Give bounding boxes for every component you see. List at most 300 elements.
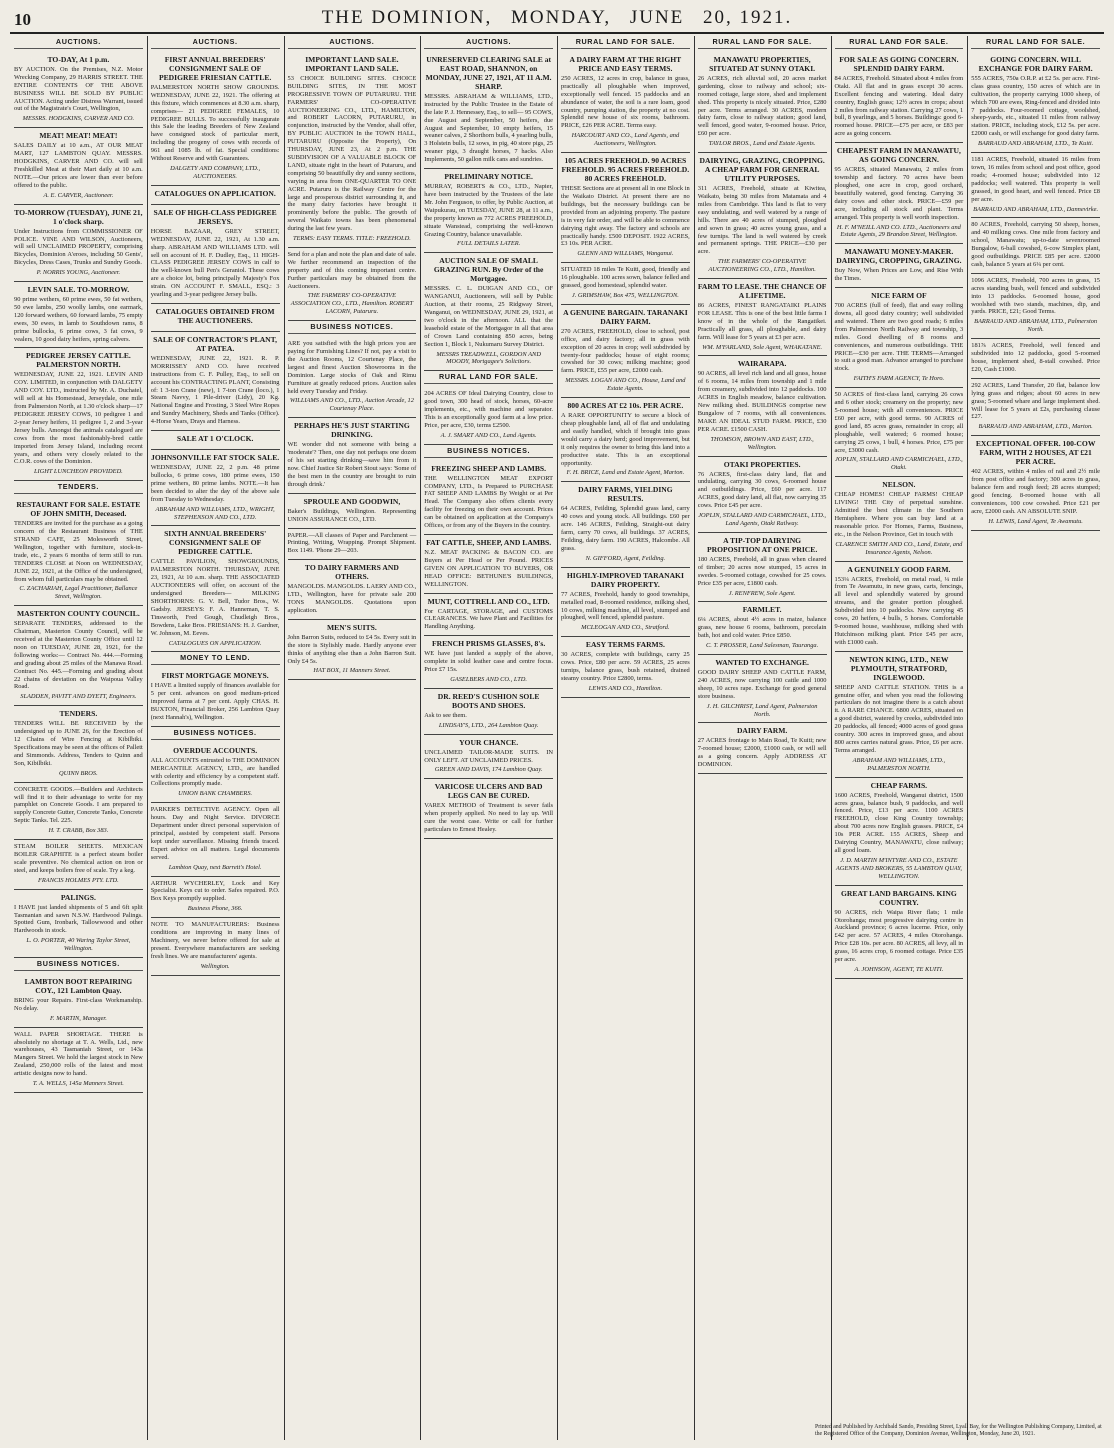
classified-ad [151, 803, 280, 876]
classified-ad [151, 877, 280, 919]
ad-body: 292 ACRES, Land Transfer, 20 flat, balance low lying grass and ridges; about 60 acres in new grass; 5-roomed whare and large implement shed. Will lease for 5 years at £2s, purchasing clause £27. [971, 381, 1100, 421]
section-heading: AUCTIONS. [14, 38, 143, 49]
ad-signature: A. JOHNSON, AGENT, TE KUITI. [854, 965, 944, 973]
ad-body: CONCRETE GOODS.—Builders and Architects will find it to their advantage to write for my pamphlet on Concrete Goods. I am prepared to supply Concrete Gutter, Concrete Tanks, Concrete Septic Tanks. Tel. 225. [14, 785, 143, 825]
classified-ad [151, 668, 280, 727]
classified-ad [971, 153, 1100, 218]
ad-heading: CHEAPEST FARM IN MANAWATU, AS GOING CONCERN. [836, 146, 961, 165]
ad-heading: SALE AT 1 O'CLOCK. [176, 434, 254, 444]
ad-heading: PRELIMINARY NOTICE. [444, 172, 533, 182]
ad-body: WE wonder did not someone with being a 'moderate'? Then, one day not perhaps one dozen of his set starting drinking—save him from it now. Chief Justice Sir Robert Stout says: 'Some of the best men in the country are brought to ruin through drink.' [287, 441, 417, 488]
ad-heading: GOING CONCERN. WILL EXCHANGE FOR DAIRY FARM. [978, 54, 1093, 73]
ad-signature: H. LEWIS, Land Agent, Te Awamutu. [988, 517, 1083, 525]
ad-heading: HIGHLY-IMPROVED TARANAKI DAIRY PROPERTY. [566, 570, 684, 589]
ad-signature: A. J. SMART AND CO., Land Agents. [440, 431, 537, 439]
ad-body: 26 ACRES, rich alluvial soil, 20 acres market gardening, close to railway and school; six-roomed cottage, large store, shed and implement shed. This property is nicely situated. Price, £280 per acre. Terms arranged. 30 ACRES, modern dairy farm, close to railway station; good land, well fenced, good water, 9-roomed house. Price, £60 per acre. [697, 74, 827, 138]
ad-body: WEDNESDAY, JUNE 22, 1921. LEVIN AND COY. LIMITED, in conjunction with DALGETY AND COY. LTD., instructed by Mr. A. Duchatel, will sell at his Homestead, Jerseydale, one mile from Palmerston North, at 1.30 o'clock sharp—17 PEDIGREE JERSEY COWS, 10 pedigree 1 and 2-year Jersey heifers, 11 pedigree 1, 2 and 3-year Jersey bulls. Amongst the animals catalogued are cows from the most fashionably-bred cattle imported from Jersey Island, including recent years, and others very closely related to the C.O.R. cows of the Dominion. [14, 371, 143, 466]
classified-ad [835, 886, 964, 979]
column-4 [421, 36, 556, 1440]
ad-body: 84 ACRES, Freehold. Situated about 4 miles from Otaki. All flat and in grass except 30 acres. Excellent fencing and watering. Ideal dairy country, English grass; 12½ acres in crops; about 2 miles from railway station. Carrying 27 cows, 1 bull, 8 yearlings, and 5 horses. Buildings: good 6-roomed house. PRICE—£75 per acre, or £83 per acre as going concern. [834, 74, 964, 138]
ad-heading: EXCEPTIONAL OFFER. 100-COW FARM, WITH 2 HOUSES, AT £21 PER ACRE. [975, 439, 1096, 467]
ad-signature: J. H. GILCHRIST, Land Agent, Palmerston North. [706, 702, 818, 718]
column-5 [558, 36, 693, 1440]
ad-body: I HAVE a limited supply of finances available for 5 per cent. advances on good medium-priced improved farms at 7 per cent. Apply CHAS. H. BUXTON, Financial Broker, 256 Lambton Quay (next Hannah's), Wellington. [150, 682, 280, 721]
ad-heading: OVERDUE ACCOUNTS. [173, 745, 258, 755]
paper-name: THE DOMINION, [321, 7, 493, 28]
column-3 [285, 36, 420, 1440]
classified-ad [971, 379, 1100, 436]
ad-body: WALL PAPER SHORTAGE. THERE is absolutely no shortage at T. A. Wells, Ltd., new warehouses, 43 Tasmaniah Street, or 143a Mangers Street. We hold the largest stock in New Zealand, 250,000 rolls of the latest and most artistic designs now to hand. [14, 1030, 143, 1078]
masthead-day: MONDAY, [511, 7, 612, 28]
section-heading: BUSINESS NOTICES. [424, 447, 553, 458]
section-heading: MONEY TO LEND. [151, 654, 280, 665]
ad-heading: EASY TERMS FARMS. [585, 640, 665, 650]
ad-heading: A TIP-TOP DAIRYING PROPOSITION AT ONE PRICE. [706, 535, 818, 554]
classified-ad [835, 288, 964, 388]
ad-body: THESE Sections are at present all in one Block in the Waikato District. At present there are no buildings, but the necessary buildings can be provided from an adjoining property. The pasture is in very fair order, and will be able to commence dairying right away. The factory and schools are practically handy. £500 DEPOSIT. 1922 ACRES, £3 10s. PER ACRE. [561, 185, 690, 248]
ad-heading: PERHAPS HE'S JUST STARTING DRINKING. [294, 421, 410, 440]
ad-body: N.Z. MEAT PACKING & BACON CO. are Buyers at Per Head or Per Pound. PRICES GIVEN ON APPLICATION TO BUYERS, OR HEAD OFFICE: BETHUNE'S BUILDINGS, WELLINGTON. [424, 548, 553, 588]
ad-signature: F. H. BRICE, Land and Estate Agent, Marton. [566, 469, 685, 477]
ad-body: 77 ACRES, Freehold, handy to good townships, metalled road, 8-roomed residence, milking shed, 10 cows, milking machine, all level, stumped and ploughed, well fenced, splendid pasture. [561, 590, 690, 622]
classified-ad [14, 606, 143, 706]
section-heading: AUCTIONS. [288, 38, 417, 49]
ad-signature: SLADDEN, PAVITT AND DYETT, Engineers. [20, 693, 137, 701]
ad-heading: CHEAP FARMS. [870, 780, 928, 790]
ad-signature: TERMS: EASY TERMS. TITLE: FREEHOLD. [292, 235, 411, 243]
ad-signature: TAYLOR BROS., Land and Estate Agents. [708, 140, 816, 148]
ad-heading: DAIRY FARMS, YIELDING RESULTS. [578, 485, 673, 504]
ad-signature: FAITH'S FARM AGENCY, Te Horo. [853, 375, 945, 383]
classified-ad [288, 418, 417, 493]
ad-signature: CLARENCE SMITH AND CO., Land, Estate, and Insurance Agents, Nelson. [835, 540, 963, 556]
ad-heading: IMPORTANT LAND SALE. IMPORTANT LAND SALE. [305, 54, 399, 73]
ad-body: MESSRS. ABRAHAM & WILLIAMS, LTD., instructed by the Public Trustee in the Estate of the late P. J. Hennessey, Esq., to sell— 95 COWS, due August and September, 50 heifers, due August and September, 10 empty heifers, 15 weaner calves, 2 Shorthorn bulls, 4 yearling bulls, 3 Holstein bulls, 12 sows, in pig, 40 store pigs, 25 weaner pigs, 3 draught horses, 7 hacks. Also Implements, 50 gallon milk cans and sundries. [424, 92, 553, 164]
ad-heading: FARMLET. [742, 605, 782, 615]
ad-body: 53 CHOICE BUILDING SITES. CHOICE BUILDING SITES, IN THE MOST PROGRESSIVE TOWN OF PUTARURU. THE FARMERS' CO-OPERATIVE AUCTIONEERING CO., LTD., HAMILTON, and ROBERT LACORN, PUTARURU, in conjunction, instructed by the Vendor, shall offer, BY PUBLIC AUCTION In the TOWN HALL, PUTARURU (Opposite the Property), On THURSDAY, JUNE 23, At 2 p.m. THE SUBDIVISION OF A VALUABLE BLOCK OF LAND, situate right in the heart of Putaruru, and comprising 50 beautifully dry and sunny sections, varying in area from ONE-QUARTER TO ONE ACRE. Putaruru is the Railway Centre for the large and prosperous district surrounding it, and the many dairy factories have brought it prominently before the public. The growth of several Waikato towns has been phenomenal during the last few years. [287, 74, 417, 233]
ad-signature: BARRAUD AND ABRAHAM, LTD., Palmerston North. [974, 318, 1098, 334]
section-heading: RURAL LAND FOR SALE. [424, 373, 553, 384]
ad-heading: 800 ACRES AT £2 10s. PER ACRE. [567, 401, 684, 411]
ad-body: WE have just landed a supply of the above, complete in solid leather case and centre focus. Price £7 15s. [424, 650, 553, 674]
printer-imprint: Printed and Published by Archibald Sando, Presiding Street, Lyall Bay, for the Wellington Publishing Company, Limited, at the Registered Office of the Company, Dominion Avenue, Wellington, Monday, June 20, 1921. [815, 1424, 1102, 1437]
ad-heading: TO-DAY, At 1 p.m. [47, 54, 110, 64]
ad-heading: NELSON. [882, 480, 916, 490]
classified-ad [14, 205, 143, 282]
ad-heading: GREAT LAND BARGAINS. KING COUNTRY. [840, 888, 957, 907]
ad-signature: L. O. PORTER, 40 Waring Taylor Street, Wellington. [26, 937, 131, 953]
classified-ad [151, 332, 280, 431]
ad-heading: SALE OF HIGH-CLASS PEDIGREE JERSEYS. [153, 207, 277, 226]
ad-signature: Business Phone, 366. [187, 905, 243, 913]
ad-body: Buy Now, When Prices are Low, and Rise With the Times. [834, 267, 964, 283]
classified-ad [14, 840, 143, 890]
ad-signature: MESSRS. LOGAN AND CO., House, Land and Estate Agents. [565, 377, 686, 393]
ad-heading: RESTAURANT FOR SALE. ESTATE OF JOHN SMITH, Deceased. [16, 500, 141, 519]
classified-ad [561, 568, 690, 638]
classified-ad [151, 450, 280, 526]
classified-ad [288, 494, 417, 529]
ad-body: BY AUCTION. On the Premises, N.Z. Motor Wrecking Company, 29 HARRIS STREET. THE ENTIRE CONTENTS OF THE ABOVE BUSINESS WILL BE SOLD BY PUBLIC AUCTION. Acting under Distress Warrant, issued out of the Magistrate's Court, Wellington, [14, 65, 143, 113]
ad-signature: JOPLIN, STALLARD AND CARMICHAEL, LTD., Otaki. [834, 456, 963, 472]
ad-signature: FRANCIS HOLMES PTY. LTD. [37, 876, 119, 884]
ad-body: PARKER'S DETECTIVE AGENCY. Open all hours. Day and Night Service. DIVORCE Department under direct personal supervision of principal, assisted by competent staff. Persons kept under surveillance. Missing friends traced. Expert advice on all matters. Legal documents served. [150, 806, 280, 861]
ad-body: MURRAY, ROBERTS & CO., LTD., Napier, have been instructed by the Trustees of the late Mr. John Ferguson, to offer, by Public Auction, at Waipukurau, on TUESDAY, JUNE 28, at 11 a.m., the property known as 772 ACRES FREEHOLD, situate Wanstead, comprising the well-known Grazing Country, balance unavailable. [424, 183, 553, 238]
masthead [10, 4, 1104, 34]
classified-ad [561, 263, 690, 305]
column-8 [968, 36, 1103, 1440]
ad-body: SHEEP AND CATTLE STATION. THIS is a genuine offer, and when you read the following particulars do not imagine there is a catch about it. A RARE CHANCE. 6800 ACRES, situated on a good district, watered by creeks, subdivided into 20 paddocks, all fenced; 4000 acres of good grass country. 300 acres in improved grass, and about 800 acres carries natural grass. Price, £6 per acre. Terms arranged. [834, 683, 964, 754]
ad-heading: MASTERTON COUNTY COUNCIL. [17, 609, 140, 619]
ad-body: 95 ACRES, situated Manawatu, 2 miles from township and factory. 70 acres have been ploughed, one acre in crop, good orchard, beautifully watered, good fencing. Carrying 36 dairy cows and other stock. PRICE—£59 per acre, including all stock and plant. Terms arranged. This property is well worth inspection. [834, 166, 964, 221]
ad-body: 270 ACRES, FREEHOLD, close to school, post office, and dairy factory; all in grass with exception of 20 acres in crop; well subdivided by twenty-four paddocks; house of eight rooms; cowshed for 30 cows; milking machine; good farm. PRICE, £55 per acre, £2000 cash. [561, 327, 690, 375]
ad-body: 250 ACRES, 12 acres in crop, balance in grass, practically all ploughable when improved, exceptionally well fenced. 15 paddocks and an abundance of water, the soil is a rare loam, good country, pumping station, the property at no cost. Splendid new house of six rooms, bathroom. PRICE, £26 PER ACRE. Terms easy. [561, 74, 690, 130]
classified-ad [151, 743, 280, 804]
classified-ad [698, 457, 827, 533]
ad-signature: THOMSON, BROWN AND EAST, LTD., Wellington. [710, 435, 814, 451]
ad-heading: FARM TO LEASE. THE CHANCE OF A LIFETIME. [697, 282, 827, 301]
ad-heading: LAMBTON BOOT REPAIRING COY., 121 Lambton Quay. [24, 976, 133, 995]
ad-body: CATTLE PAVILION, SHOWGROUNDS, PALMERSTON NORTH. THURSDAY, JUNE 23, 1921, At 10 a.m. sharp. THE ASSOCIATED AUCTIONEERS will offer, on account of the undersigned Breeders— MILKING SHORTHORNS: G. V. Bell, Tudor Bros., W. Gadsby. JERSEYS: F. A. Hanneman, T. S. Tinsworth, Fred Gough, Chudleigh Bros., Bowdens, Lake Bros. FRIESIANS: H. J. Gardner, W. Johnson, M. Eeves. [150, 558, 280, 637]
classified-ad [835, 143, 964, 244]
section-heading: RURAL LAND FOR SALE. [698, 38, 827, 49]
ad-signature: JOPLIN, STALLARD AND CARMICHAEL, LTD., Land Agents, Otaki Railway. [698, 512, 827, 527]
section-heading: BUSINESS NOTICES. [14, 960, 143, 971]
ad-heading: AUCTION SALE OF SMALL GRAZING RUN. By Order of the Mortgagee. [433, 256, 544, 284]
classified-ad [288, 620, 417, 681]
ad-heading: TENDERS. [59, 709, 98, 719]
ad-signature: Lambton Quay, next Barrett's Hotel. [168, 863, 262, 871]
classified-ad [151, 431, 280, 450]
ad-heading: MEN'S SUITS. [326, 622, 377, 632]
ad-body: 90 ACRES, all level rich land and all grass, house of 6 rooms, 14 miles from township and 1 mile from creamery, subdivided into 12 paddocks. 100 ACRES in English meadow, balance cultivation. New milking shed. BUILDINGS comprise new Bungalow of 7 rooms, with all conveniences. MAKE AN IDEAL STUD FARM. PRICE, £30 PER ACRE. £1500 CASH. [697, 370, 827, 433]
classified-ad [561, 482, 690, 567]
ad-body: ARE you satisfied with the high prices you are paying for Furnishing Lines? If not, pay a visit to the Auction Rooms, 12 Courtenay Place, the largest and finest Auction Showrooms in the Dominion. Large stocks of Oak and Rimu Furniture at greatly reduced prices. Auction sales held every Tuesday and Friday. [287, 340, 417, 395]
ad-heading: A GENUINELY GOOD FARM. [847, 564, 951, 574]
ad-heading: MEAT! MEAT! MEAT! [39, 131, 118, 141]
ad-body: SALES DAILY at 10 a.m., AT OUR MEAT MART, 127 LAMBTON QUAY. MESSRS. HODGKINS, CARVER AND CO. will sell Freshkilled Meat at their Mart daily at 10 a.m. NOTE.—Our prices are lower than ever before offered to the public. [14, 142, 143, 189]
classified-ad [971, 274, 1100, 339]
ad-signature: A. E. CARVER, Auctioneer. [43, 191, 114, 199]
ad-heading: JOHNSONVILLE FAT STOCK SALE. [151, 453, 280, 463]
ad-heading: SPROULE AND GOODWIN, [303, 496, 401, 506]
ad-signature: LEWIS AND CO., Hamilton. [588, 684, 663, 692]
ad-body: SEPARATE TENDERS, addressed to the Chairman, Masterton County Council, will be received at the Masterton County Office until 12 noon on TUESDAY, JUNE 28, 1921, for the following works:— Contract No. 444.—Forming and grading about 25 miles of the Manawa Road. Contract No. 445.—Forming and grading about 22 chains of deviation on the Waipoua Valley Road. [14, 620, 143, 691]
section-heading: AUCTIONS. [151, 38, 280, 49]
classified-ad [151, 186, 280, 205]
ad-body: 153¼ ACRES, Freehold, on metal road, ¼ mile from Te Awamutu, in new grass, carts, fencings, all level and splendidly watered by ground streams, and the greater portion ploughed. Subdivided into 10 paddocks. Now carrying 45 cows, 20 heifers, 4 bulls, 5 horses. Comfortable 9-roomed house, washhouse, milking shed with Hutchinson milking plant. Price £45 per acre, with £1000 cash. [834, 575, 964, 646]
ad-heading: 105 ACRES FREEHOLD. 90 ACRES FREEHOLD. 95 ACRES FREEHOLD. 80 ACRES FREEHOLD. [561, 156, 690, 184]
ad-heading: TO-MORROW (TUESDAY), JUNE 21, 1 o'clock sharp. [14, 207, 143, 226]
ad-body: 6¼ ACRES, about 4½ acres in maize, balance grass, new house 6 rooms, bathroom, porcelain bath, hot and cold water. Price £850. [697, 616, 827, 640]
ad-body: 555 ACRES, 750a O.R.P. at £2 5s. per acre. First-class grass country, 150 acres of which are in cultivation, the property carrying 1000 sheep, of which 700 are ewes, Ring-fenced and divided into 7 paddocks. Four-roomed cottage, woolshed, sheep-yards, etc., situated 11 miles from railway station. PRICE, including stock, £12 5s. per acre. £2000 cash, or will exchange for good dairy farm. [971, 74, 1100, 138]
ad-heading: CATALOGUES OBTAINED FROM THE AUCTIONEERS. [155, 306, 275, 325]
ad-heading: NICE FARM OF [871, 291, 927, 301]
section-heading: AUCTIONS. [424, 38, 553, 49]
masthead-month: JUNE [629, 7, 685, 28]
ad-signature: GASELBERS AND CO., LTD. [450, 675, 528, 683]
ad-body: 27 ACRES frontage to Main Road, Te Kuiti; new 7-roomed house; £2000, £1000 cash, or will sell as a going concern. Apply ADDRESS AT DOMINION. [697, 737, 827, 769]
classified-ad [698, 723, 827, 774]
ad-signature: T. A. WELLS, 145a Manners Street. [32, 1080, 124, 1088]
ad-body: 700 ACRES (full of feed), flat and easy rolling downs, all good dairy country; well subdivided and watered. There are two good roads; 6 miles from Palmerston North Railway and township, 3 miles. Good dwelling of 8 rooms and conveniences, and numerous outbuildings. THE PRICE—£30 per acre. THE TERMS—Arranged to suit a good man. Advance arranged to purchase stock. [834, 302, 964, 373]
ad-body: 90 ACRES, rich Waipa River flats; 1 mile Otorohanga; most progressive dairying centre in Auckland province; 6 acres lucerne. Price, only £42 per acre. 57 ACRES, 4 miles Otorohanga. Price £28 10s. per acre. 80 ACRES, all levy, all in grass, 16 acres crop, 6 roomed cottage. Price £35 per acre. [834, 908, 964, 964]
ad-signature: WM. M'FARLAND, Sole Agent, WHAKATANE. [702, 343, 823, 351]
classified-ad [835, 477, 964, 561]
ad-body: VAREX METHOD of Treatment is sever fails when properly applied. No need to lay up. Will cure the worst case. Write or call for further particulars to Ernest Healey. [424, 802, 553, 834]
ad-signature: MESSRS TREADWELL, GORDON AND MOODY, Mortgagee's Solicitors. [436, 350, 541, 366]
ad-heading: NEWTON KING, LTD., NEW PLYMOUTH, STRATFORD, INGLEWOOD. [849, 654, 949, 682]
ad-body: I HAVE just landed shipments of 5 and 6ft split Tasmanian and sawn N.S.W. Hardwood Palings. Spotted Gum, Ironbark, Tallowwood and other Hardwoods in stock. [14, 903, 143, 935]
classified-ad [698, 52, 827, 153]
classified-ad [971, 52, 1100, 153]
ad-signature: MCLEOGAN AND CO., Stratford. [581, 624, 670, 632]
classified-ad [14, 52, 143, 128]
ad-body: 204 ACRES OF Ideal Dairying Country, close to good town, 300 head of stock, horses, 60-acre implements, etc., with machine and separator. This is an exceptionally good farm at a low price. Price, per acre, £30, terms £2500. [424, 390, 553, 429]
classified-ad [151, 918, 280, 975]
classified-ad [561, 398, 690, 482]
ad-heading: WANTED TO EXCHANGE. [715, 658, 809, 668]
classified-ad [698, 602, 827, 655]
classified-ad [971, 339, 1100, 379]
ad-heading: A GENUINE BARGAIN. TARANAKI DAIRY FARM. [563, 307, 688, 326]
ad-heading: YOUR CHANCE. [459, 737, 519, 747]
classified-ad [424, 461, 553, 535]
masthead-date: 20, 1921. [703, 7, 793, 28]
section-heading: BUSINESS NOTICES. [288, 323, 417, 334]
ad-body: 30 ACRES, complete with buildings, carry 25 cows. Price, £80 per acre. 59 ACRES, 25 acres turnips, balance grass, bush retained, drained steamy country. Price £2800, terms. [561, 651, 690, 682]
classified-ad [698, 356, 827, 456]
ad-heading: DAIRYING, GRAZING, CROPPING. A CHEAP FARM FOR GENERAL UTILITY PURPOSES. [699, 156, 825, 184]
ad-body: MANGOLDS. MANGOLDS. LAERY AND CO., LTD., Wellington, have for private sale 200 TONS MANGOLDS. Quotations upon application. [287, 583, 417, 614]
ad-heading: VARICOSE ULCERS AND BAD LEGS CAN BE CURED. [434, 782, 543, 801]
ad-heading: MUNT, COTTRELL AND CO., LTD. [427, 596, 550, 606]
ad-body: 86 ACRES, FINEST RANGATAIKI PLAINS FOR LEASE. This is one of the best little farms I know of in the whole of the Rangatikei. Practically all grass, all ploughable, and dairy farm. Will lease for 5 years at £3 per acre. [697, 302, 827, 341]
ad-signature: THE FARMERS' CO-OPERATIVE AUCTIONEERING CO., LTD., Hamilton. [708, 258, 816, 274]
ad-heading: FIRST MORTGAGE MONEYS. [161, 671, 269, 681]
ad-body: 402 ACRES, within 4 miles of rail and 2½ mile from post office and factory; 300 acres in grass, balance fern and rough feed; 28 acres stumped; good fencing. 8-roomed house with all conveniences, 100 cow cowshed. Price £21 per acre, £2000 cash. AN ABSOLUTE SNIP. [971, 468, 1100, 515]
classified-ad [698, 533, 827, 603]
ad-body: 181⅞ ACRES, Freehold, well fenced and subdivided into 12 paddocks, good 5-roomed house, implement shed, 8-stall cowshed. Price £20, Cash £1000. [971, 342, 1100, 373]
ad-heading: WAIRARAPA. [737, 359, 787, 369]
ad-heading: MANAWATU MONEY-MAKER. DAIRYING, CROPPING, GRAZING. [836, 247, 962, 266]
ad-body: SITUATED 18 miles Te Kuiti, good, friendly and 16 ploughable. 100 acres sown, balance felled and grassed, good homestead, splendid water. [561, 266, 690, 290]
ad-signature: BARRAUD AND ABRAHAM, LTD., Dannevirke. [973, 205, 1099, 213]
ad-heading: DAIRY FARM. [736, 726, 788, 736]
ad-signature: GLENN AND WILLIAMS, Wanganui. [577, 250, 674, 258]
ad-heading: CATALOGUES ON APPLICATION. [154, 188, 276, 198]
classified-ad [14, 974, 143, 1028]
ad-body: 76 ACRES, first-class dairy land, flat and undulating, carrying 30 cows, 6-roomed house and outbuildings. Price, £60 per acre. 117 ACRES, good dairy land, all flat, now carrying 35 cows. Price £45 per acre. [697, 470, 827, 510]
ad-body: 1181 ACRES, Freehold, situated 16 miles from town, 16 miles from school and post office, good roads; 4-roomed house; subdivided into 12 paddocks; well watered. This property is well grassed, in good heart, and well fenced. Price £8 per acre. [971, 156, 1100, 203]
ad-signature: BARRAUD AND ABRAHAM, LTD., Marton. [978, 423, 1093, 431]
classified-ad [151, 304, 280, 332]
ad-body: Baker's Buildings, Wellington. Representing UNION ASSURANCE CO., LTD. [287, 507, 417, 523]
classified-ad [14, 783, 143, 840]
ad-body: MESSRS. C. L. DUIGAN AND CO., OF WANGANUI, Auctioneers, will sell by Public Auction, at their rooms, 25 Ridgway Street, Wanganui, on WEDNESDAY, JUNE 29, 1921, at two o'clock in the afternoon. ALL that the leasehold estate of the Mortgagor in all that area of Crown Land containing 850 acres, being Section 1, Block 1, Nukumaru Survey District. [424, 285, 553, 348]
ad-signature: UNION BANK CHAMBERS. [178, 790, 253, 798]
classified-ad [424, 253, 553, 371]
ad-signature: ABRAHAM AND WILLIAMS, LTD., PALMERSTON NORTH. [852, 756, 946, 772]
ad-signature: HARCOURT AND CO., Land Agents, and Auctioneers, Wellington. [571, 132, 680, 148]
classified-ad [151, 526, 280, 652]
classified-ad [835, 388, 964, 477]
ad-body: John Barron Suits, reduced to £4 5s. Every suit in the store is Stylishly made. Hardly anyone ever thinks of anything else than a John Barron Suit. Only £4 5s. [287, 633, 417, 665]
ad-body: THE WELLINGTON MEAT EXPORT COMPANY, LTD., Is Prepared to PURCHASE FAT SHEEP AND LAMBS By Weight or at Per Head. The Company also offers clients every facility for freezing on their own account. Prices can be obtained on application at the Company's Offices, or from any of the Buyers in the country. [424, 474, 553, 530]
classified-ad [424, 52, 553, 169]
ad-heading: OTAKI PROPERTIES. [723, 459, 801, 469]
classified-ad [424, 779, 553, 839]
ad-signature: MESSRS. HODGKINS, CARVER AND CO. [22, 115, 135, 123]
ad-heading: LEVIN SALE. TO-MORROW. [27, 285, 130, 295]
ad-body: ARTHUR WYCHERLEY, Lock and Key Specialist. Keys cut to order. Safes repaired. P.O. Box Keys promptly supplied. [150, 879, 280, 903]
ad-signature: DALGETY AND COMPANY, LTD., AUCTIONEERS. [170, 164, 261, 180]
classified-ad [14, 706, 143, 782]
classified-ad [424, 594, 553, 637]
classified-ad [14, 348, 143, 481]
ad-body: Send for a plan and note the plan and date of sale. We further recommend an inspection of the property and of this coming important centre. Further particulars may be obtained from the Auctioneers. [287, 250, 417, 290]
classified-ad [835, 244, 964, 288]
classified-ad [835, 652, 964, 778]
ad-heading: PALINGS. [60, 892, 96, 902]
classified-ad [698, 279, 827, 356]
section-heading: RURAL LAND FOR SALE. [835, 38, 964, 49]
classified-ad [424, 735, 553, 780]
ad-signature: WILLIAMS AND CO., LTD., Auction Arcade, 12 Courtenay Place. [289, 397, 414, 413]
ad-body: HORSE BAZAAR, GREY STREET, WEDNESDAY, JUNE 22, 1921, At 1.30 a.m. sharp. ABRAHAM AND WILLIAMS LTD. will sell on account of H. F. Dudley, Esq., 11 HIGH-CLASS PEDIGREE JERSEY COWS in calf to the well-known bull Pen's Geraniol. These cows are a choice lot, being principally Majesty's Fox strain. ON ACCOUNT F. SMALL, ESQ.: 3 yearling and 3-year pedigree Jersey bulls. [150, 227, 280, 299]
ad-heading: A DAIRY FARM AT THE RIGHT PRICE AND EASY TERMS. [569, 54, 682, 73]
ad-heading: PEDIGREE JERSEY CATTLE. PALMERSTON NORTH. [25, 351, 131, 370]
classified-ad [835, 778, 964, 886]
ad-heading: UNRESERVED CLEARING SALE at EAST ROAD, SHANNON, on MONDAY, JUNE 27, 1921, AT 11 A.M. SHARP. [425, 54, 552, 91]
ad-signature: N. GIFFORD, Agent, Feilding. [585, 554, 666, 562]
classified-ad [288, 529, 417, 561]
ad-body: 64 ACRES, Feilding, Splendid grass land, carry 40 cows and young stock. All buildings. £60 per acre. 146 ACRES, Feilding, Straight-out dairy farm, carry 70 cows, all buildings. 37 ACRES, Feilding, dairy farm. 190 ACRES, Halcombe. All grass. [561, 505, 690, 552]
page-number: 10 [14, 10, 31, 29]
classified-ad [424, 535, 553, 594]
ad-signature: THE FARMERS' CO-OPERATIVE ASSOCIATION CO., LTD., Hamilton. ROBERT LACORN, Putaruru. [290, 292, 414, 316]
classified-ad [151, 205, 280, 304]
ad-heading: FREEZING SHEEP AND LAMBS. [431, 463, 547, 473]
ad-body: ALL ACCOUNTS entrusted to THE DOMINION MERCANTILE AGENCY, LTD., are handled with celerity and efficiency by a competent staff. Collections promptly made. [150, 756, 280, 788]
ad-signature: J. RENFREW, Sole Agent. [728, 589, 796, 597]
classified-ad [698, 655, 827, 723]
column-1 [11, 36, 146, 1440]
ad-signature: J. GRIMSHAW, Box 475, WELLINGTON. [571, 291, 679, 299]
ad-signature: H. F. M'NEILL AND CO. LTD., Auctioneers and Estate Agents, 29 Brandon Street, Wellington. [836, 223, 961, 239]
section-heading: RURAL LAND FOR SALE. [561, 38, 690, 49]
ad-body: PAPER.—All classes of Paper and Parchment — Printing, Writing, Wrapping. Prompt Shipment. Box 1149. 'Phone 29—203. [287, 531, 417, 555]
section-heading: RURAL LAND FOR SALE. [971, 38, 1100, 49]
ad-body: A RARE OPPORTUNITY to secure a block of cheap ploughable land, all of flat and undulating and easily handled, which if brought into grass would carry a dairy herd; good improvement, but it only requires the owner to bring this land into a productive state. This is an exceptional opportunity. [561, 412, 690, 467]
classified-ad [835, 562, 964, 652]
classified-ad [288, 248, 417, 321]
ad-signature: J. D. MARTIN M'INTYRE AND CO., ESTATE AGENTS AND BROKERS, 55 LAMBTON QUAY, WELLINGTON. [835, 856, 962, 880]
ad-heading: FAT CATTLE, SHEEP, AND LAMBS. [426, 537, 552, 547]
ad-body: UNCLAIMED TAILOR-MADE SUITS. IN ONLY LEFT. AT UNCLAIMED PRICES. [424, 748, 553, 764]
classified-ad [971, 436, 1100, 530]
classified-ad [288, 337, 417, 418]
ad-signature: LINDSAY'S, LTD., 264 Lambton Quay. [438, 721, 539, 729]
ad-heading: FIRST ANNUAL BREEDERS' CONSIGNMENT SALE OF PEDIGREE FRIESIAN CATTLE. [158, 54, 272, 82]
ad-body: BRING your Repairs. First-class Workmanship. No delay. [14, 996, 143, 1012]
ad-body: NOTE TO MANUFACTURERS: Business conditions are improving in many lines of Machinery, we never before offered for sale at present. Everywhere manufacturers are seeking fresh lines. We are manufacturers' agents. [150, 921, 280, 960]
ad-heading: DR. REED'S CUSHION SOLE BOOTS AND SHOES. [437, 691, 540, 710]
ad-body: 1096 ACRES, Freehold, 700 acres in grass, 15 acres standing bush, well fenced and subdivided into 13 paddocks. 6-roomed house, good woolshed with two stands, machines, dip, and yards. PRICE, £21; Good Terms. [971, 276, 1100, 316]
ad-heading: TO DAIRY FARMERS AND OTHERS. [304, 563, 399, 582]
column-6 [695, 36, 830, 1440]
ad-signature: Wellington. [200, 962, 230, 970]
classified-ad [288, 52, 417, 248]
ad-heading: SALE OF CONTRACTOR'S PLANT, AT PATEA. [153, 334, 278, 353]
masthead-title [10, 7, 1104, 29]
classified-ad [424, 169, 553, 253]
ad-body: WEDNESDAY, JUNE 22, 1921. R. P. MORRISSEY AND CO. have received instructions from C. F. Pulley, Esq., to sell on account his CONTRACTING PLANT, Consisting of: 1 3-ton Crane (new), 1 7-ton Crane (loco.), 1 Steam Navvy, 1 Pile-driver (Lidy), 20 Kg. National Engine and Frosting, 3 Steel Wire Ropes and Sundry Machinery, Sheds and Tanks (Office). 4-Horse Years, Drays and Harness. [150, 354, 280, 426]
ad-signature: C. T. PROSSER, Land Salesman, Tauranga. [706, 642, 819, 650]
ad-body: TENDERS WILL BE RECEIVED by the undersigned up to JUNE 26, for the Erection of 12 Chains of Wire Fencing at Kibilbiki. Specifications may be seen at the offices of Pallett and Simmonds. Address, Tenders to Quinn and Son, Kibilbiki. [14, 720, 143, 767]
ad-body: 90 prime wethers, 60 prime ewes, 50 fat wethers, 50 ewe lambs, 250 woolly lambs, one earmark, 120 forward wethers, 60 forward lambs, 75 empty ewes, 30 ewes, in lamb to Southdown rams, 8 prime bullocks, 6 prime cows, 3 fat cows, 9 vealers, 10 good dairy heifers, spring calvers. [14, 296, 143, 343]
section-heading: TENDERS. [14, 483, 143, 494]
ad-heading: FOR SALE AS GOING CONCERN. SPLENDID DAIRY FARM. [839, 54, 959, 73]
classified-ad [698, 153, 827, 279]
classified-ad [835, 52, 964, 143]
ad-body: 311 ACRES, Freehold, situate at Kiwitea, Waikato, being 30 miles from Matamata and 4 miles from Cambridge. This land is flat to very easy undulating, and well watered by a range of hills. There are 40 acres of stumped, ploughed and sown in grass; 40 acres young grass, and a few turnips. The land is well watered by creek and permanent springs. THE PRICE—£30 per acre. [697, 185, 827, 256]
classified-ad [561, 305, 690, 398]
ad-body: 80 ACRES, Freehold, carrying 50 sheep, horses, and 40 milking cows. One mile from factory and school, Manawatu; up-to-date sevenroomed Bungalow, 6-ball cowshed, 6-cow Simplex plant, good outbuildings. PRICE £85 per acre. £2000 cash, balance 5 years at 6¼ per cent. [971, 221, 1100, 268]
ad-signature: CATALOGUES ON APPLICATION. [168, 639, 262, 647]
ad-signature: P. NORRIS YOUNG, Auctioneer. [36, 269, 121, 277]
ad-body: 50 ACRES of first-class land, carrying 26 cows and 6 other stock; creamery on the property; new 5-roomed house; with all conveniences. PRICE £60 per acre, with good terms. 90 ACRES of good land, 85 acres grass, remainder in crop; all ploughable, well watered; 6 roomed house; carrying 25 cows, 1 bull, 4 horses. Price, £75 per acre, £3000 cash. [834, 391, 964, 454]
ad-signature: C. ZACHARIAH, Legal Practitioner, Ballance Street, Wellington. [19, 585, 138, 601]
classified-ad [14, 282, 143, 348]
ad-body: STEAM BOILER SHEETS. MEXICAN BOILER GRAPHITE is a perfect steam boiler scale preventive. No chemical action on iron or steel, and keeps boilers free of scale. Try a keg. [14, 843, 143, 874]
classified-ad [288, 560, 417, 620]
classified-ad [14, 497, 143, 606]
ad-signature: HAT BOX, 11 Manners Street. [313, 667, 391, 675]
classified-ad [561, 52, 690, 153]
ad-body: CHEAP HOMES! CHEAP FARMS! CHEAP LIVING! THE City of perpetual sunshine. Admitted the best climate in the Southern Hemisphere. Where you can buy land at a reasonable price. For Homes, Farms, Business, etc., in the Nelson Province, Get in touch with [834, 491, 964, 538]
ad-body: For CARTAGE, STORAGE, and CUSTOMS CLEARANCES. We have Plant and Facilities for Handling Anything. [424, 607, 553, 631]
ad-signature: GREEN AND DAVIS, 174 Lambton Quay. [434, 766, 543, 774]
ad-body: Under Instructions from COMMISSIONER OF POLICE. VINE AND WILSON, Auctioneers, will sell UNCLAIMED PROPERTY, comprising Bicycles, Dominion A'eroes, including 50 Gents', Bicycles, Dress Cases, Trunks and Sundry Goods. [14, 227, 143, 267]
ad-signature: ABRAHAM AND WILLIAMS, LTD., WRIGHT, STEPHENSON AND CO., LTD. [155, 505, 275, 521]
ad-heading: MANAWATU PROPERTIES, SITUATED AT SUNNY OTAKI. [709, 54, 816, 73]
ad-body: PALMERSTON NORTH SHOW GROUNDS. WEDNESDAY, JUNE 22, 1921. The offering at this fixture, which commences at 8.30 a.m. sharp, comprises— 21 PEDIGREE FEMALES, 10 PEDIGREE BULLS. To successfully inaugurate this Sale the leading Breeders of New Zealand have consigned stock of particular merit, including the progeny of cows with records of 961 and 1085 lb. of fat. Special conditions: Without Reserve and with Guarantees. [150, 83, 280, 163]
classified-ad [424, 636, 553, 689]
classified-ad [424, 689, 553, 735]
classified-ad [561, 153, 690, 263]
ad-heading: SIXTH ANNUAL BREEDERS' CONSIGNMENT SALE OF PEDIGREE CATTLE. [164, 529, 267, 557]
ad-signature: H. T. CRABB, Box 383. [48, 827, 109, 835]
classified-ad [971, 218, 1100, 273]
classified-ad [14, 890, 143, 958]
ad-body: 180 ACRES, Freehold, all in grass when cleared of timber; 20 acres now stumped, 15 acres in swedes. 5-roomed cottage, cowshed for 25 cows. Price £35 per acre, £1800 cash. [697, 555, 827, 587]
columns-area [10, 36, 1104, 1440]
ad-body: 1600 ACRES, Freehold, Wanganui district, 1500 acres grass, balance bush, 9 paddocks, and well fenced. Price, £13 per acre. 1100 ACRES FREEHOLD, close King Country township; about 700 acres now English grasses. PRICE, £4 10s PER ACRE. 155 ACRES, Sheep and Dairying Country, MANAWATU, close railway; all good loam. [834, 791, 964, 854]
ad-signature: BARRAUD AND ABRAHAM, LTD., Te Kuiti. [977, 140, 1094, 148]
ad-body: GOOD DAIRY SHEEP AND CATTLE FARM, 240 ACRES, now carrying 100 cattle and 1000 sheep, 10 acres rape. Exchange for good general store business. [697, 669, 827, 700]
ad-body: WEDNESDAY, JUNE 22, 2 p.m. 48 prime bullocks, 6 prime cows, 180 prime ewes, 150 prime wethers, 80 prime lambs. NOTE.—It has been decided to alter the day of the above sale from Tuesday to Wednesday. [150, 464, 280, 503]
section-heading: BUSINESS NOTICES. [151, 729, 280, 740]
ad-heading: FRENCH PRISMS GLASSES, 8's. [431, 639, 546, 649]
classified-ad [14, 128, 143, 204]
ad-signature: QUINN BROS. [59, 769, 98, 777]
column-2 [148, 36, 283, 1440]
column-7 [832, 36, 967, 1440]
classified-ad [424, 387, 553, 444]
ad-signature: LIGHT LUNCHEON PROVIDED. [33, 468, 123, 476]
ad-signature: F. MARTIN, Manager. [49, 1014, 107, 1022]
